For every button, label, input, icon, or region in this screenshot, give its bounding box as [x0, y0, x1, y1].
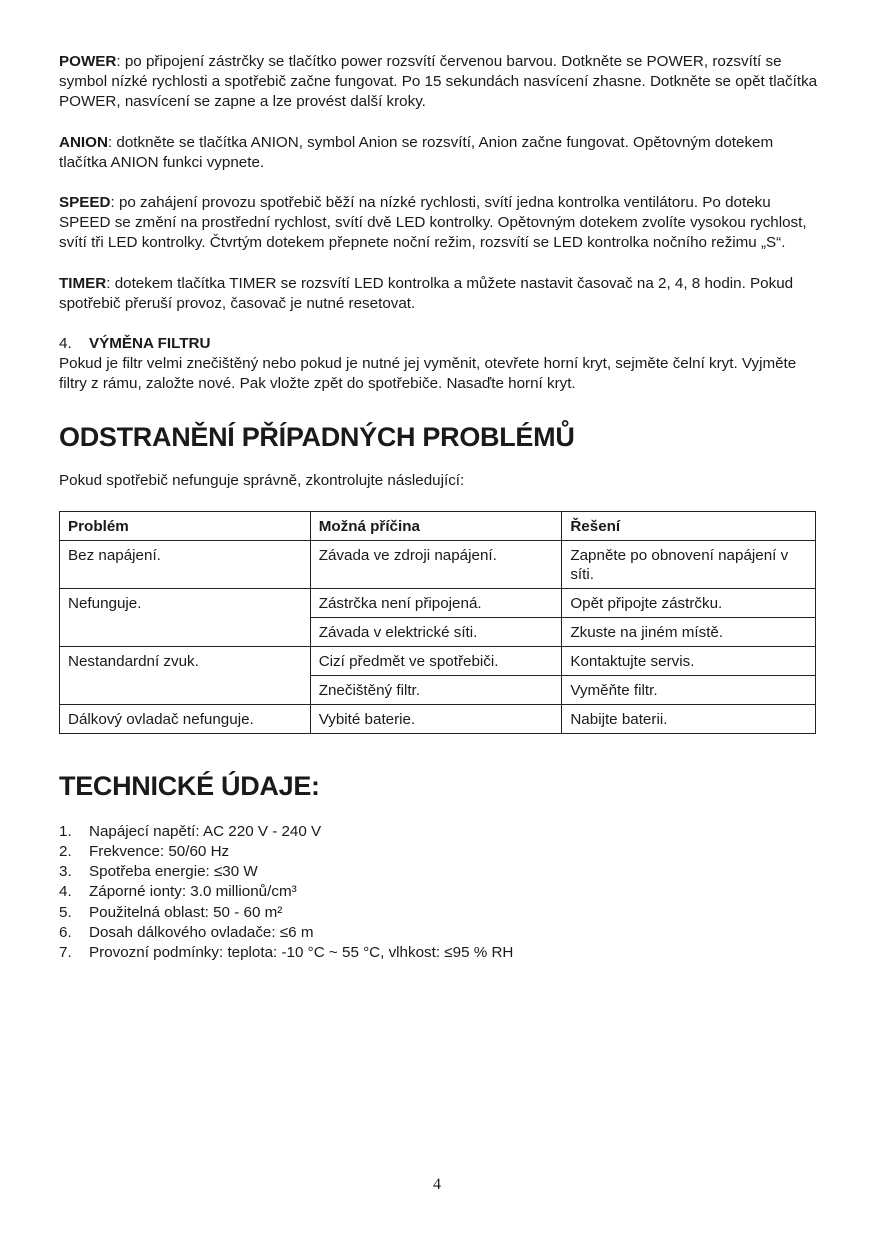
anion-paragraph — [59, 133, 819, 173]
cause-cell: Závada v elektrické síti. — [310, 617, 562, 646]
speed-keyword: SPEED — [59, 194, 111, 212]
solution-cell: Zkuste na jiném místě. — [562, 617, 816, 646]
filter-number: 4. — [59, 335, 72, 353]
speed-paragraph — [59, 193, 819, 254]
list-item: 7. Provozní podmínky: teplota: -10 °C ~ 55 °C, vlhkost: ≤95 % RH — [59, 944, 514, 962]
specs-title: TECHNICKÉ ÚDAJE: — [59, 770, 320, 801]
table-row — [60, 704, 816, 733]
cause-cell: Znečištěný filtr. — [310, 675, 562, 704]
timer-text: : dotekem tlačítka TIMER se rozsvítí LED kontrolka a můžete nastavit časovač na 2, 4, 8 hodin. Pokud spotřebič přeruší provoz, časovač je nutné resetovat. — [59, 274, 794, 312]
manual-page — [59, 52, 819, 963]
specs-list — [59, 822, 819, 963]
problem-cell: Dálkový ovladač nefunguje. — [60, 704, 311, 733]
list-item: 4. Záporné ionty: 3.0 millionů/cm³ — [59, 883, 297, 901]
filter-title: VÝMĚNA FILTRU — [89, 335, 211, 353]
troubleshooting-intro: Pokud spotřebič nefunguje správně, zkontrolujte následující: — [59, 471, 465, 489]
page-number: 4 — [433, 1176, 441, 1193]
problem-cell: Nefunguje. — [60, 588, 311, 646]
solution-cell: Nabijte baterii. — [562, 704, 816, 733]
table-row — [60, 540, 816, 588]
problem-cell: Nestandardní zvuk. — [60, 646, 311, 704]
troubleshooting-title: ODSTRANĚNÍ PŘÍPADNÝCH PROBLÉMŮ — [59, 421, 575, 452]
solution-cell: Vyměňte filtr. — [562, 675, 816, 704]
troubleshooting-table — [59, 511, 816, 734]
power-keyword: POWER — [59, 53, 117, 70]
power-text: : po připojení zástrčky se tlačítko power rozsvítí červenou barvou. Dotkněte se POWER, rozsvítí se symbol nízké rychlosti a spotřebič začne fungovat. Po 15 sekundách nasvícení zhasne. Dotkněte se opět tlačítka POWER, nasvícení se zapne a lze provést další kroky. — [59, 53, 818, 111]
cause-cell: Vybité baterie. — [310, 704, 562, 733]
table-row — [60, 588, 816, 617]
timer-keyword: TIMER — [59, 274, 107, 292]
power-paragraph — [59, 52, 819, 113]
problem-cell: Bez napájení. — [60, 540, 311, 588]
solution-cell: Zapněte po obnovení napájení v síti. — [562, 540, 816, 588]
speed-text: : po zahájení provozu spotřebič běží na nízké rychlosti, svítí jedna kontrolka ventilátoru. Po doteku SPEED se změní na prostřední rychlost, svítí dvě LED kontrolky. Opětovným dotekem zvolíte vysokou rychlost, svítí tři LED kontrolky. Čtvrtým dotekem přepnete noční režim, rozsvítí se LED kontrolka nočního režimu „S“. — [59, 194, 807, 252]
cause-cell: Zástrčka není připojená. — [310, 588, 562, 617]
header-solution: Řešení — [562, 511, 816, 540]
cause-cell: Cizí předmět ve spotřebiči. — [310, 646, 562, 675]
list-item: 1. Napájecí napětí: AC 220 V - 240 V — [59, 822, 322, 840]
anion-keyword: ANION — [59, 133, 108, 151]
table-header-row — [60, 511, 816, 540]
list-item: 6. Dosah dálkového ovladače: ≤6 m — [59, 923, 314, 941]
solution-cell: Kontaktujte servis. — [562, 646, 816, 675]
list-item: 2. Frekvence: 50/60 Hz — [59, 843, 230, 861]
cause-cell: Závada ve zdroji napájení. — [310, 540, 562, 588]
table-row — [60, 646, 816, 675]
list-item: 3. Spotřeba energie: ≤30 W — [59, 863, 258, 881]
list-item: 5. Použitelná oblast: 50 - 60 m² — [59, 903, 283, 921]
solution-cell: Opět připojte zástrčku. — [562, 588, 816, 617]
filter-heading — [59, 334, 819, 354]
anion-text: : dotkněte se tlačítka ANION, symbol Anion se rozsvítí, Anion začne fungovat. Opětovným dotekem tlačítka ANION funkci vypnete. — [59, 133, 774, 171]
header-problem: Problém — [60, 511, 311, 540]
filter-text: Pokud je filtr velmi znečištěný nebo pokud je nutné jej vyměnit, otevřete horní kryt, sejměte čelní kryt. Vyjměte filtry z rámu, založte nové. Pak vložte zpět do spotřebiče. Nasaďte horní kryt. — [59, 355, 797, 393]
header-cause: Možná příčina — [310, 511, 562, 540]
timer-paragraph — [59, 274, 819, 314]
